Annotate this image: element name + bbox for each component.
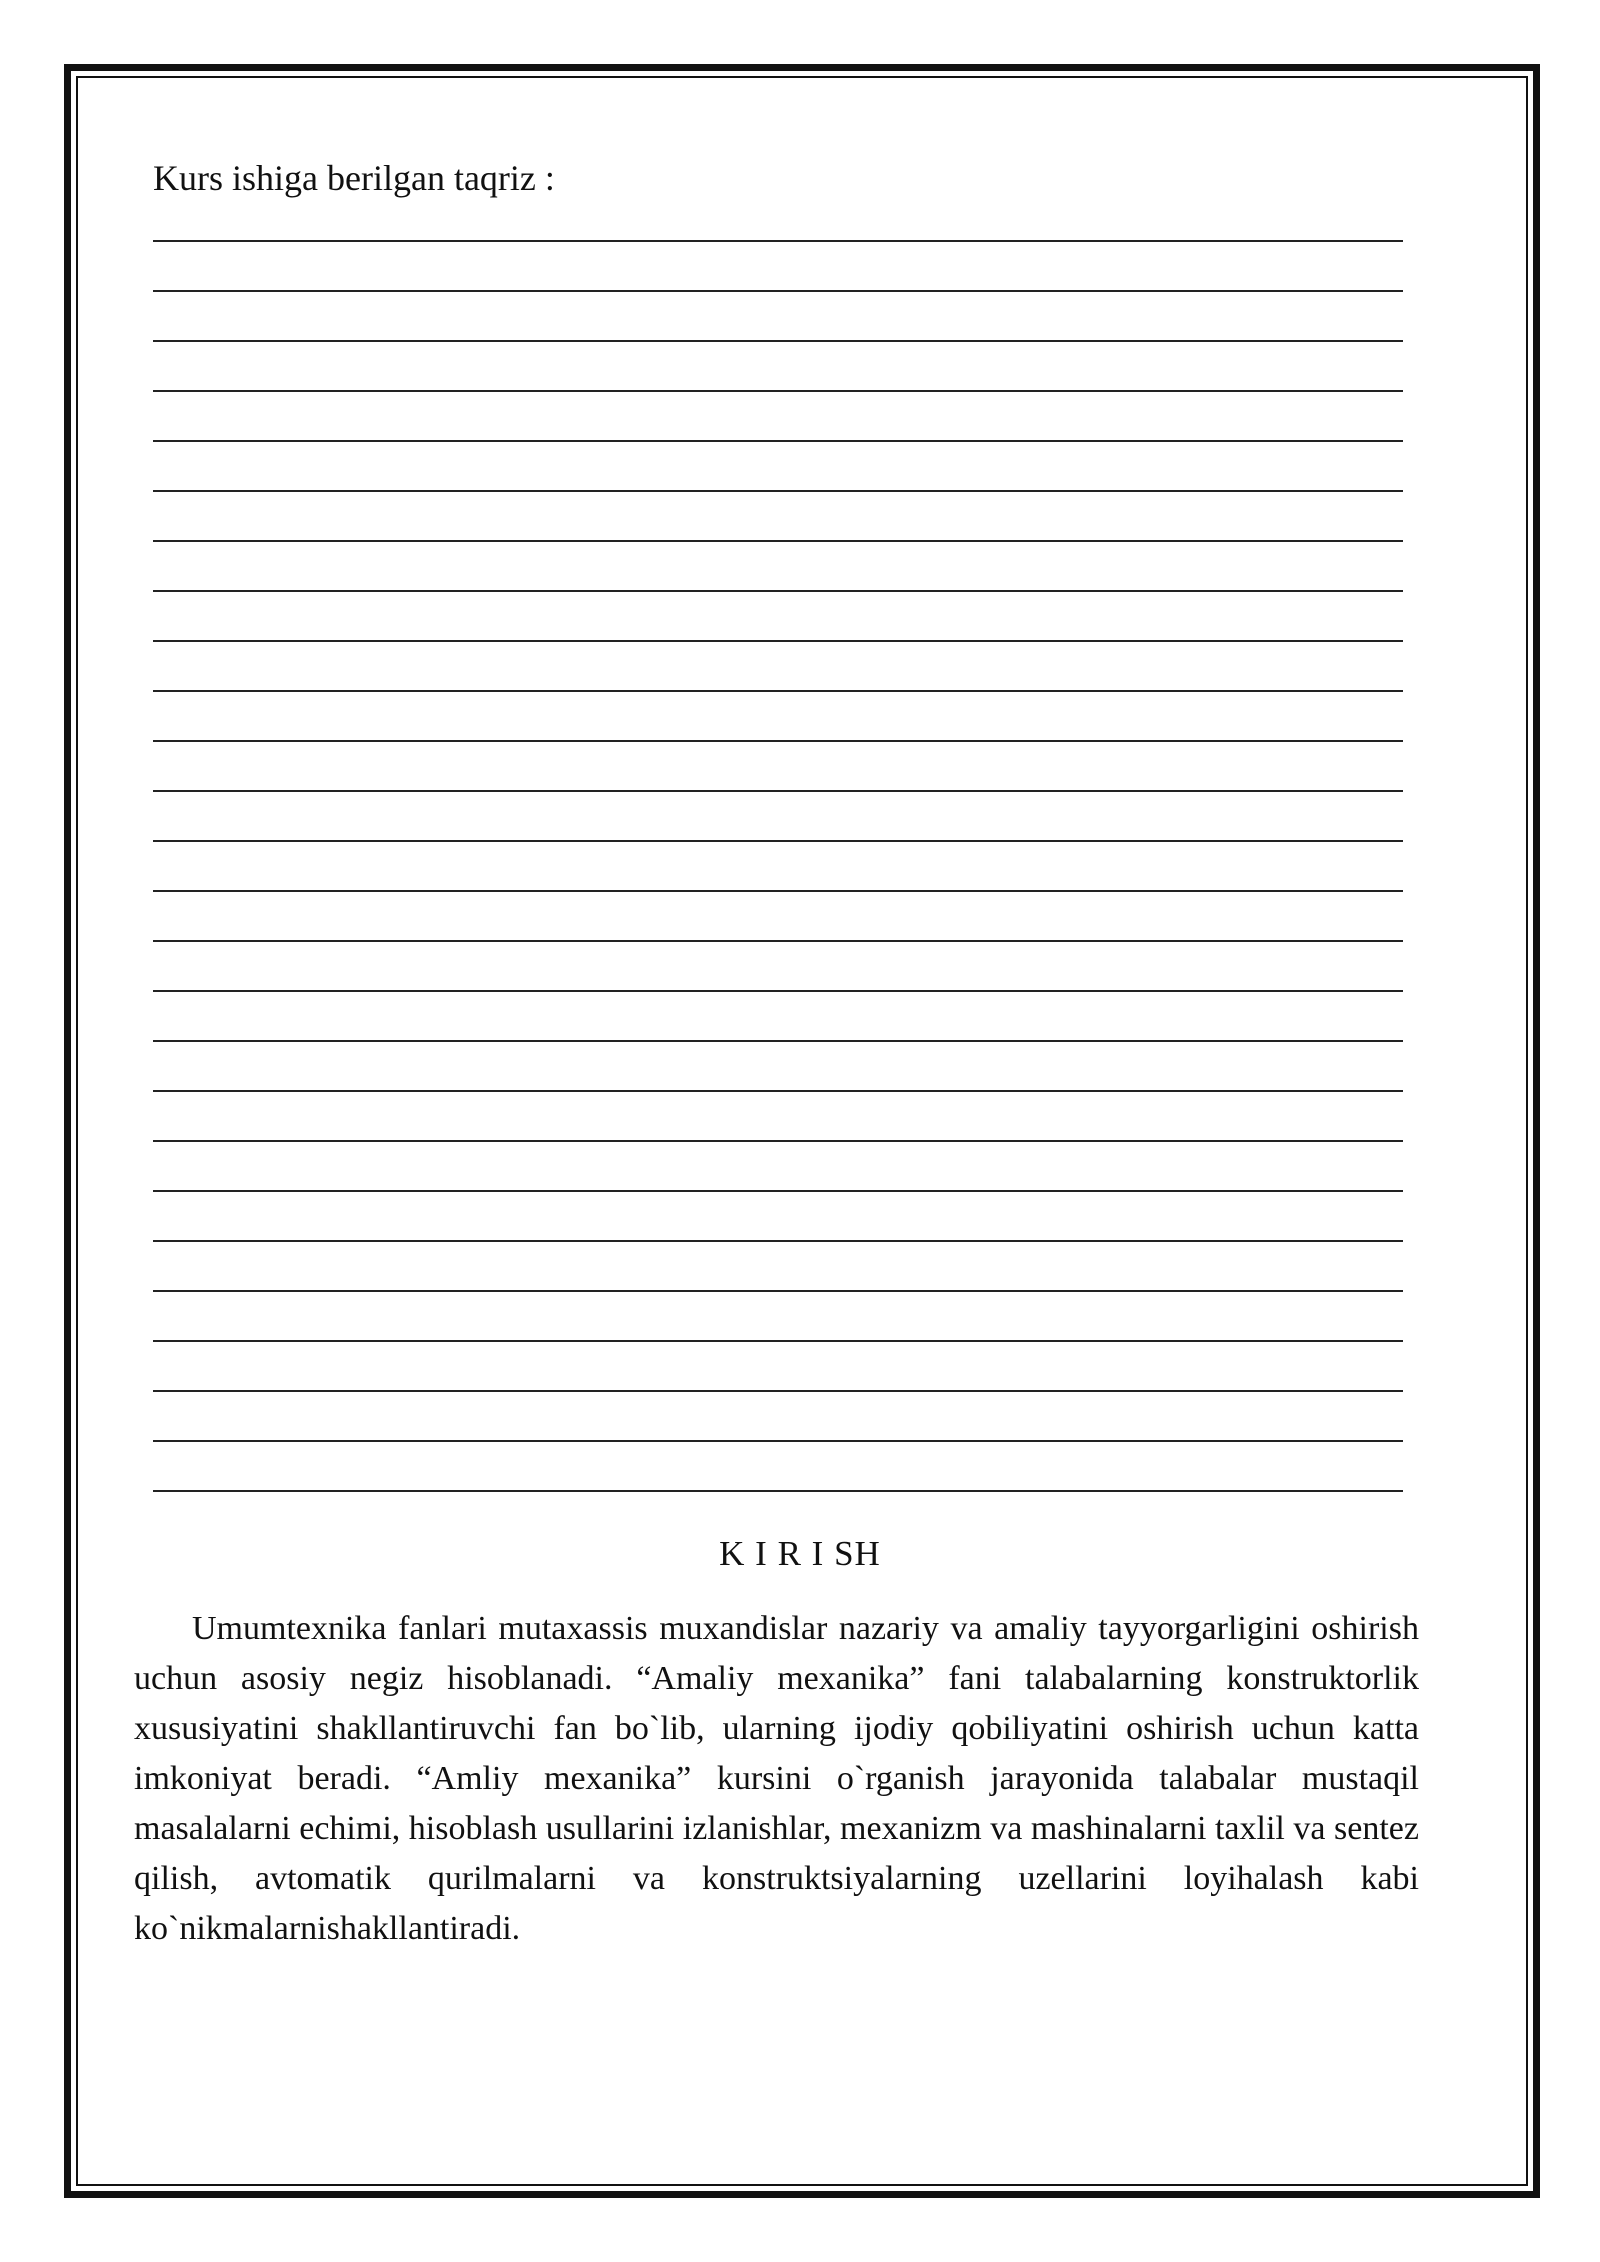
introduction-paragraph: Umumtexnika fanlari mutaxassis muxandislar nazariy va amaliy tayyorgarligini oshirish uchun asosiy negiz hisoblanadi. “Amaliy mexanika” fani talabalarning konstruktorlik xususiyatini shakllantiruvchi fan bo`lib, ularning ijodiy qobiliyatini oshirish uchun katta imkoniyat beradi. “Amliy mexanika” kursini o`rganish jarayonida talabalar mustaqil masalalarni echimi, hisoblash usullarini izlanishlar, mexanizm va mashinalarni taxlil va sentez qilish, avtomatik qurilmalarni va konstruktsiyalarning uzellarini loyihalash kabi ko`nikmalarnishakllantiradi. [134, 1610, 1419, 1947]
introduction-title: K I R I SH [719, 1534, 881, 1573]
review-label: Kurs ishiga berilgan taqriz : [153, 158, 555, 198]
